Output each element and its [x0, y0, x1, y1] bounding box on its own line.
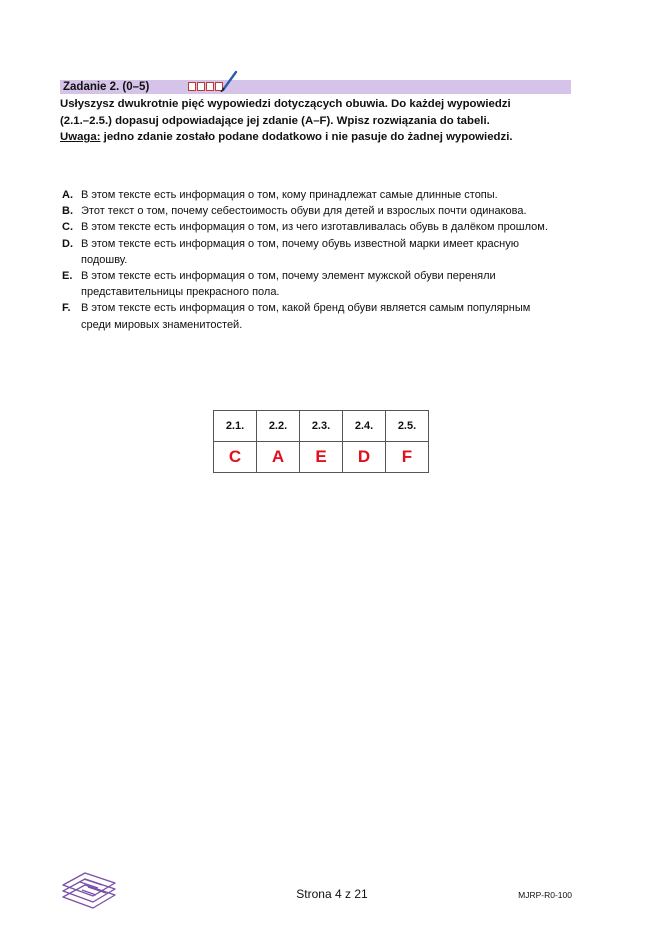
answer-header-cell: 2.3.: [300, 411, 343, 442]
score-box: [188, 82, 196, 91]
answer-header-cell: 2.4.: [343, 411, 386, 442]
option-text: В этом тексте есть информация о том, почему элемент мужской обуви переняли представительницы прекрасного пола.: [81, 270, 496, 299]
note-text: jedno zdanie zostało podane dodatkowo i nie pasuje do żadnej wypowiedzi.: [100, 131, 513, 143]
option-letter: D.: [62, 237, 73, 250]
option-letter: F.: [62, 302, 71, 315]
page-number: Strona 4 z 21: [296, 887, 368, 901]
option-text: В этом тексте есть информация о том, кому принадлежат самые длинные стопы.: [81, 189, 498, 201]
score-boxes: [188, 82, 223, 91]
instruction-note: [60, 129, 575, 146]
option-item: [62, 187, 562, 203]
document-code: MJRP-R0-100: [518, 890, 572, 900]
option-item: [62, 268, 562, 300]
task-header-bar: [60, 80, 571, 94]
option-item: [62, 203, 562, 219]
option-letter: A.: [62, 189, 73, 201]
option-letter: C.: [62, 221, 73, 234]
option-text: В этом тексте есть информация о том, какой бренд обуви является самым популярным среди мировых знаменитостей.: [81, 302, 531, 331]
option-item: [62, 236, 562, 268]
option-text: Этот текст о том, почему себестоимость обуви для детей и взрослых почти одинакова.: [81, 205, 527, 218]
option-letter: E.: [62, 270, 73, 283]
answer-cell[interactable]: A: [257, 442, 300, 473]
answer-cell[interactable]: E: [300, 442, 343, 473]
option-letter: B.: [62, 205, 73, 218]
task-title: Zadanie 2. (0–5): [63, 81, 150, 93]
note-label: Uwaga:: [60, 131, 101, 143]
answer-cell[interactable]: D: [343, 442, 386, 473]
option-item: [62, 300, 562, 332]
answer-table-header-row: [214, 411, 429, 442]
answer-table: [213, 410, 429, 473]
instruction-line: Usłyszysz dwukrotnie pięć wypowiedzi dotyczących obuwia. Do każdej wypowiedzi: [60, 98, 511, 110]
instruction-line: (2.1.–2.5.) dopasuj odpowiadające jej zdanie (A–F). Wpisz rozwiązania do tabeli.: [60, 114, 490, 127]
answer-header-cell: 2.1.: [214, 411, 257, 442]
option-text: В этом тексте есть информация о том, из чего изготавливалась обувь в далёком прошлом.: [81, 221, 548, 234]
option-text: В этом тексте есть информация о том, почему обувь известной марки имеет красную подошву.: [81, 237, 519, 266]
answer-cell[interactable]: C: [214, 442, 257, 473]
score-box: [197, 82, 205, 91]
answer-cell[interactable]: F: [386, 442, 429, 473]
pen-icon: [220, 70, 238, 92]
answer-header-cell: 2.2.: [257, 411, 300, 442]
score-box: [206, 82, 214, 91]
task-instructions: [60, 96, 575, 146]
answer-header-cell: 2.5.: [386, 411, 429, 442]
option-item: [62, 219, 562, 235]
answer-table-row: [214, 442, 429, 473]
options-list: [62, 187, 562, 333]
